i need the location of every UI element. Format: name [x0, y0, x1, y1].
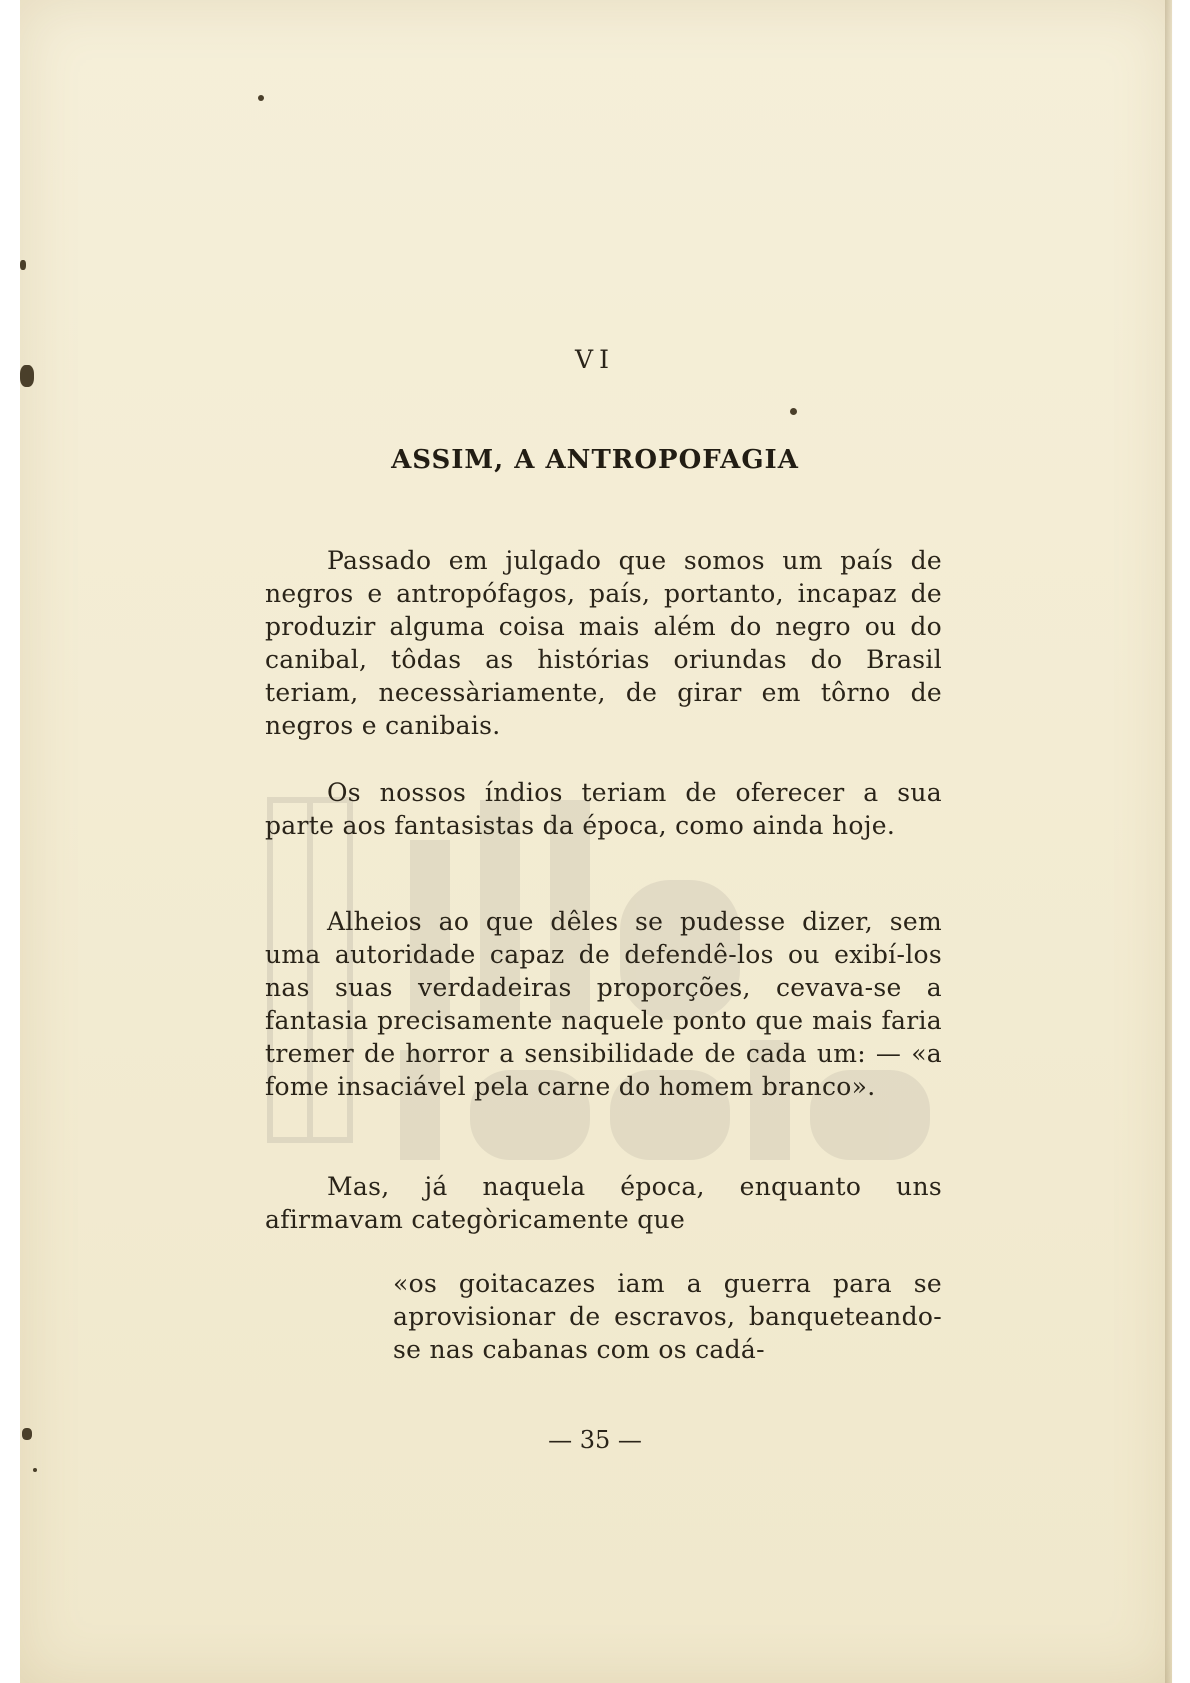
page-number: — 35 — [548, 1426, 642, 1454]
speck-mark [258, 95, 264, 101]
binding-hole-mark [20, 260, 26, 270]
chapter-title: ASSIM, A ANTROPOFAGIA [391, 445, 799, 475]
paragraph: Passado em julgado que somos um país de negros e antropófagos, país, portanto, incapaz de produzir alguma coisa mais além do negro ou do canibal, tôdas as histórias oriundas do Brasil teriam, necessàriamente, de girar em tôrno de negros e canibais. [265, 546, 942, 740]
block-quote: «os goitacazes iam a guerra para se aprovisionar de escravos, banqueteando-se nas cabanas com os cadá- [393, 1269, 942, 1364]
speck-mark [33, 1468, 37, 1472]
paragraph: Mas, já naquela época, enquanto uns afirmavam categòricamente que [265, 1172, 942, 1234]
paragraph: Alheios ao que dêles se pudesse dizer, sem uma autoridade capaz de defendê-los ou exibí-los nas suas verdadeiras proporções, cevava-se a fantasia precisamente naquele ponto que mais faria tremer de horror a sensibilidade de cada um: — «a fome insaciável pela carne do homem branco». [265, 907, 942, 1101]
paragraph: Os nossos índios teriam de oferecer a sua parte aos fantasistas da época, como ainda hoje. [265, 778, 942, 840]
speck-mark [790, 408, 797, 415]
chapter-number: VI [575, 345, 615, 374]
